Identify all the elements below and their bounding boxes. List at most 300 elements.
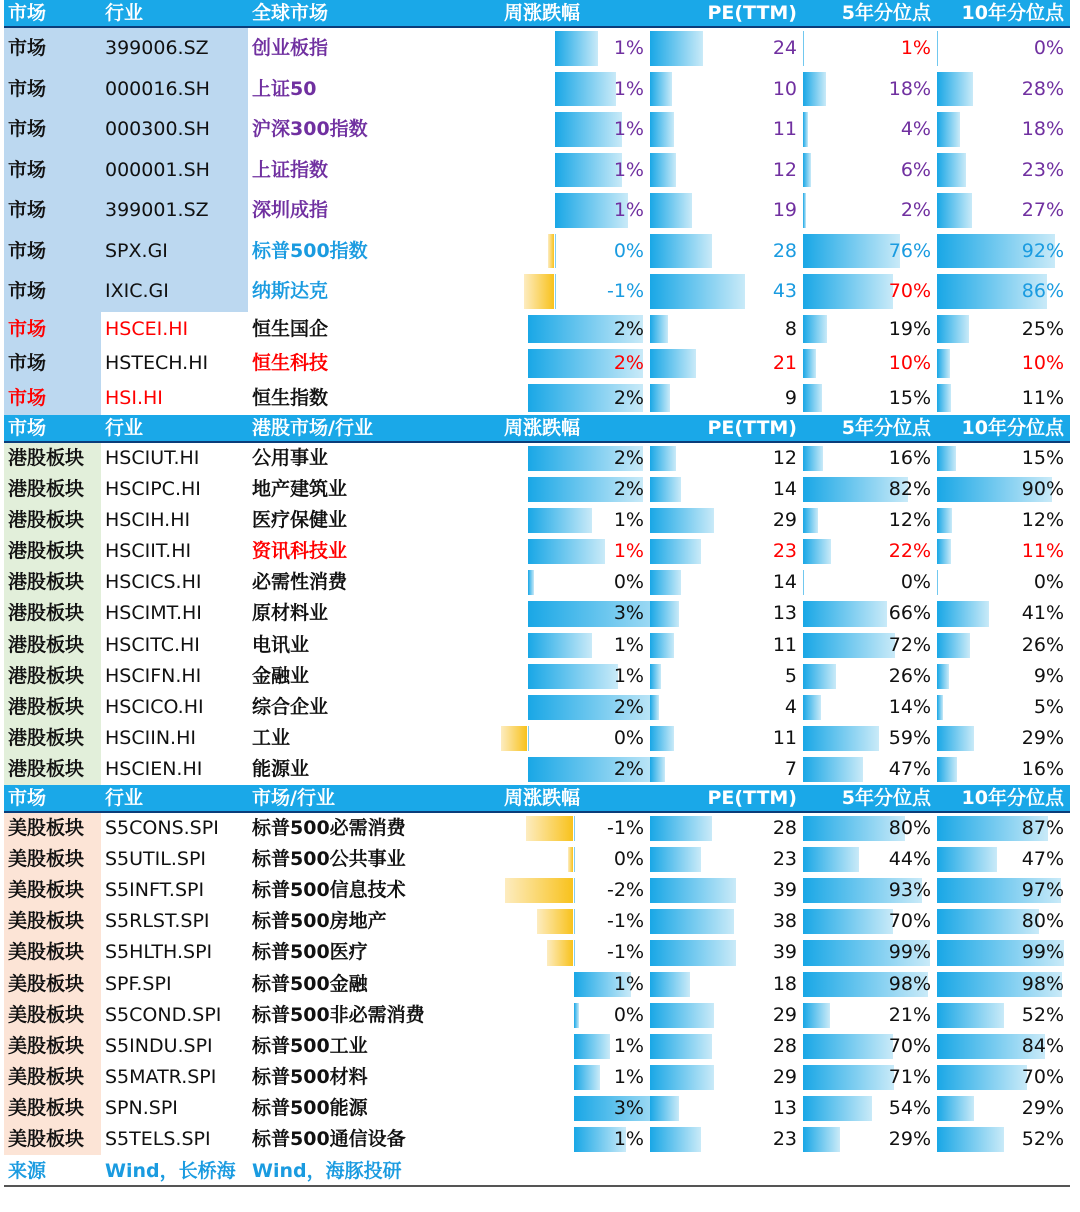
pe-bar	[650, 570, 681, 595]
header-weekly-change: 周涨跌幅	[500, 0, 650, 26]
name-cell	[248, 150, 500, 191]
ticker-cell	[101, 813, 248, 844]
pe-ttm-text: 11	[772, 726, 797, 749]
pct-5y-text: 21%	[888, 1003, 931, 1026]
table-row	[4, 69, 1070, 110]
pe-ttm-cell	[650, 630, 803, 661]
ticker-cell	[101, 1031, 248, 1062]
name-cell	[248, 875, 500, 906]
header-ticker: 行业	[101, 785, 248, 811]
pe-ttm-cell	[650, 692, 803, 723]
weekly-change-text: 1%	[613, 540, 644, 563]
name-cell	[248, 661, 500, 692]
name-text: 医疗保健业	[252, 509, 348, 532]
pct-5y-text: 16%	[888, 447, 931, 469]
table-row	[4, 937, 1070, 968]
pe-bar	[650, 153, 676, 188]
name-cell	[248, 109, 500, 150]
ticker-cell	[101, 937, 248, 968]
name-text: 标普500非必需消费	[252, 1003, 425, 1026]
pct-10y-text: 52%	[1021, 1003, 1064, 1026]
table-row	[4, 723, 1070, 754]
pct-5y-cell	[803, 312, 937, 347]
weekly-change-cell	[500, 443, 650, 474]
pct-5y-bar	[803, 539, 831, 564]
pe-bar	[650, 695, 659, 720]
name-text: 标普500金融	[252, 972, 368, 995]
ticker-cell	[101, 875, 248, 906]
name-cell	[248, 28, 500, 69]
name-cell	[248, 754, 500, 785]
pct-5y-cell	[803, 536, 937, 567]
zero-axis	[555, 234, 556, 269]
pct-5y-bar	[803, 601, 887, 626]
ticker-cell	[101, 567, 248, 598]
pct-5y-cell	[803, 661, 937, 692]
category-text: 美股板块	[8, 1127, 85, 1150]
pct-10y-cell	[937, 271, 1070, 312]
weekly-change-cell	[500, 312, 650, 347]
table-row	[4, 312, 1070, 347]
category-cell	[4, 231, 101, 272]
pe-ttm-cell	[650, 381, 803, 416]
category-text: 港股板块	[8, 447, 85, 469]
table-row	[4, 381, 1070, 416]
header-weekly-change: 周涨跌幅	[500, 785, 650, 811]
pe-ttm-cell	[650, 598, 803, 629]
ticker-text: HSCICO.HI	[105, 695, 204, 718]
category-cell	[4, 1000, 101, 1031]
pct-5y-text: 54%	[888, 1096, 931, 1119]
name-text: 创业板指	[252, 37, 329, 59]
pct-10y-bar	[937, 601, 989, 626]
pct-10y-text: 97%	[1021, 879, 1064, 902]
header-pe-ttm: PE(TTM)	[650, 785, 803, 811]
pct-10y-text: 27%	[1021, 199, 1064, 221]
name-text: 深圳成指	[252, 199, 329, 221]
pe-ttm-text: 43	[772, 280, 797, 302]
pct-10y-cell	[937, 190, 1070, 231]
pct-5y-bar	[803, 1034, 893, 1059]
weekly-change-cell	[500, 1062, 650, 1093]
pct-10y-bar	[937, 695, 943, 720]
pe-ttm-cell	[650, 661, 803, 692]
weekly-change-cell	[500, 346, 650, 381]
category-text: 美股板块	[8, 1096, 85, 1119]
pct-10y-bar	[937, 757, 957, 782]
pe-bar	[650, 508, 714, 533]
pct-10y-cell	[937, 630, 1070, 661]
pct-5y-cell	[803, 1000, 937, 1031]
ticker-text: HSCIPC.HI	[105, 478, 201, 501]
pct-5y-text: 2%	[900, 199, 931, 221]
pe-bar	[650, 477, 681, 502]
category-cell	[4, 346, 101, 381]
name-cell	[248, 630, 500, 661]
category-cell	[4, 312, 101, 347]
pct-5y-bar	[803, 315, 827, 344]
weekly-change-bar	[555, 153, 622, 188]
table-row	[4, 844, 1070, 875]
weekly-change-text: 3%	[613, 1096, 644, 1119]
pct-10y-text: 12%	[1021, 509, 1064, 532]
pe-bar	[650, 816, 712, 841]
category-text: 港股板块	[8, 664, 85, 687]
name-cell	[248, 567, 500, 598]
pe-ttm-text: 7	[784, 757, 797, 780]
pct-5y-text: 6%	[900, 158, 931, 181]
pct-10y-text: 92%	[1021, 239, 1064, 262]
category-cell	[4, 723, 101, 754]
pe-ttm-cell	[650, 723, 803, 754]
ticker-text: S5INFT.SPI	[105, 879, 205, 902]
header-pct-10y: 10年分位点	[937, 415, 1070, 441]
pct-10y-text: 23%	[1021, 158, 1064, 181]
weekly-change-text: -1%	[607, 941, 644, 964]
pe-ttm-cell	[650, 754, 803, 785]
weekly-change-cell	[500, 28, 650, 69]
ticker-text: S5INDU.SPI	[105, 1034, 213, 1057]
pct-10y-bar	[937, 539, 951, 564]
category-text: 港股板块	[8, 757, 85, 780]
pct-5y-text: 80%	[888, 817, 931, 840]
weekly-change-cell	[500, 69, 650, 110]
category-text: 市场	[8, 118, 47, 140]
pct-5y-cell	[803, 1031, 937, 1062]
category-text: 美股板块	[8, 1034, 85, 1057]
category-cell	[4, 190, 101, 231]
pct-5y-bar	[803, 72, 826, 107]
category-text: 市场	[8, 199, 47, 221]
weekly-change-bar	[528, 664, 618, 689]
pct-10y-text: 11%	[1021, 540, 1064, 563]
pe-bar	[650, 664, 661, 689]
weekly-change-text: 2%	[613, 447, 644, 469]
weekly-change-text: -1%	[607, 910, 644, 933]
header-pe-ttm: PE(TTM)	[650, 415, 803, 441]
zero-axis	[528, 726, 529, 751]
pct-5y-cell	[803, 969, 937, 1000]
pct-5y-text: 71%	[888, 1065, 931, 1088]
pct-10y-text: 18%	[1021, 118, 1064, 140]
weekly-change-bar	[555, 31, 598, 66]
table-row	[4, 474, 1070, 505]
pe-ttm-text: 23	[772, 848, 797, 871]
name-cell	[248, 1000, 500, 1031]
weekly-change-text: 1%	[613, 509, 644, 532]
weekly-change-cell	[500, 536, 650, 567]
name-text: 标普500医疗	[252, 941, 368, 964]
weekly-change-text: -1%	[607, 817, 644, 840]
weekly-change-bar	[501, 726, 527, 751]
weekly-change-cell	[500, 231, 650, 272]
pe-ttm-text: 8	[784, 317, 797, 340]
ticker-text: S5RLST.SPI	[105, 910, 210, 933]
name-cell	[248, 1124, 500, 1155]
header-pe-ttm: PE(TTM)	[650, 0, 803, 26]
weekly-change-text: 1%	[613, 37, 644, 59]
ticker-cell	[101, 692, 248, 723]
weekly-change-cell	[500, 1124, 650, 1155]
pe-ttm-cell	[650, 312, 803, 347]
name-text: 工业	[252, 726, 291, 749]
table-row	[4, 150, 1070, 191]
pe-bar	[650, 384, 670, 413]
pct-10y-bar	[937, 315, 969, 344]
category-cell	[4, 661, 101, 692]
ticker-cell	[101, 723, 248, 754]
pct-5y-bar	[803, 31, 804, 66]
pct-10y-cell	[937, 1062, 1070, 1093]
name-cell	[248, 231, 500, 272]
pct-10y-text: 87%	[1021, 817, 1064, 840]
pe-bar	[650, 72, 672, 107]
pct-10y-text: 29%	[1021, 726, 1064, 749]
pct-10y-bar	[937, 112, 960, 147]
pct-10y-text: 90%	[1021, 478, 1064, 501]
pct-10y-text: 16%	[1021, 757, 1064, 780]
name-text: 恒生国企	[252, 317, 329, 340]
pct-5y-text: 26%	[888, 664, 931, 687]
table-row	[4, 692, 1070, 723]
category-text: 美股板块	[8, 941, 85, 964]
name-text: 标普500能源	[252, 1096, 368, 1119]
header-name: 市场/行业	[248, 785, 500, 811]
ticker-text: HSTECH.HI	[105, 352, 209, 374]
pct-5y-bar	[803, 664, 836, 689]
pct-5y-cell	[803, 567, 937, 598]
ticker-text: HSCIUT.HI	[105, 447, 200, 469]
category-text: 市场	[8, 77, 47, 100]
category-text: 美股板块	[8, 848, 85, 871]
category-cell	[4, 630, 101, 661]
weekly-change-cell	[500, 109, 650, 150]
weekly-change-bar	[548, 234, 554, 269]
source-footer	[4, 1157, 1070, 1187]
pe-bar	[650, 1003, 714, 1028]
ticker-cell	[101, 1093, 248, 1124]
pe-ttm-text: 13	[772, 1096, 797, 1119]
ticker-text: SPX.GI	[105, 239, 168, 262]
weekly-change-text: 1%	[613, 664, 644, 687]
name-text: 上证50	[252, 77, 317, 100]
pe-bar	[650, 633, 674, 658]
category-text: 市场	[8, 386, 47, 409]
pct-10y-text: 26%	[1021, 633, 1064, 656]
name-text: 标普500房地产	[252, 910, 387, 933]
pe-ttm-cell	[650, 813, 803, 844]
ticker-text: 399006.SZ	[105, 37, 209, 59]
pe-ttm-text: 19	[772, 199, 797, 221]
name-text: 标普500信息技术	[252, 879, 406, 902]
pct-5y-bar	[803, 384, 822, 413]
name-text: 纳斯达克	[252, 280, 329, 302]
category-text: 美股板块	[8, 879, 85, 902]
pe-ttm-text: 39	[772, 941, 797, 964]
pct-10y-bar	[937, 384, 951, 413]
ticker-text: 000016.SH	[105, 77, 210, 100]
weekly-change-cell	[500, 505, 650, 536]
pct-5y-text: 82%	[888, 478, 931, 501]
ticker-cell	[101, 1062, 248, 1093]
pct-5y-cell	[803, 1124, 937, 1155]
pct-5y-bar	[803, 633, 895, 658]
pe-ttm-cell	[650, 969, 803, 1000]
weekly-change-bar	[574, 1003, 579, 1028]
pct-10y-text: 9%	[1033, 664, 1064, 687]
pe-ttm-text: 29	[772, 509, 797, 532]
weekly-change-text: 2%	[613, 317, 644, 340]
weekly-change-bar	[568, 847, 573, 872]
category-text: 美股板块	[8, 910, 85, 933]
ticker-cell	[101, 381, 248, 416]
category-cell	[4, 567, 101, 598]
pct-5y-text: 98%	[888, 972, 931, 995]
category-cell	[4, 598, 101, 629]
pct-5y-text: 15%	[888, 386, 931, 409]
category-cell	[4, 381, 101, 416]
pe-ttm-cell	[650, 1093, 803, 1124]
weekly-change-bar	[574, 1034, 610, 1059]
pct-10y-cell	[937, 1031, 1070, 1062]
pe-ttm-text: 18	[772, 972, 797, 995]
pct-5y-bar	[803, 570, 804, 595]
weekly-change-bar	[524, 274, 555, 309]
ticker-cell	[101, 150, 248, 191]
weekly-change-cell	[500, 1000, 650, 1031]
name-text: 必需性消费	[252, 571, 348, 594]
weekly-change-bar	[528, 633, 592, 658]
weekly-change-cell	[500, 875, 650, 906]
pct-10y-cell	[937, 937, 1070, 968]
weekly-change-cell	[500, 271, 650, 312]
table-row	[4, 969, 1070, 1000]
name-cell	[248, 906, 500, 937]
pct-5y-text: 93%	[888, 879, 931, 902]
pe-bar	[650, 112, 674, 147]
pe-ttm-cell	[650, 150, 803, 191]
name-text: 标普500公共事业	[252, 848, 406, 871]
weekly-change-text: 1%	[613, 633, 644, 656]
pct-10y-bar	[937, 72, 973, 107]
ticker-cell	[101, 28, 248, 69]
category-text: 港股板块	[8, 540, 85, 563]
pe-ttm-cell	[650, 505, 803, 536]
pe-bar	[650, 274, 745, 309]
pct-5y-bar	[803, 446, 823, 471]
ticker-cell	[101, 474, 248, 505]
category-cell	[4, 28, 101, 69]
pct-5y-bar	[803, 193, 806, 228]
ticker-text: HSCITC.HI	[105, 633, 200, 656]
pct-10y-cell	[937, 109, 1070, 150]
name-cell	[248, 844, 500, 875]
pct-5y-bar	[803, 274, 893, 309]
pct-5y-bar	[803, 1003, 830, 1028]
pct-10y-cell	[937, 692, 1070, 723]
pct-5y-cell	[803, 1093, 937, 1124]
pct-5y-text: 1%	[900, 37, 931, 59]
table-row	[4, 875, 1070, 906]
pct-5y-text: 76%	[888, 239, 931, 262]
pe-ttm-cell	[650, 536, 803, 567]
weekly-change-bar	[555, 72, 616, 107]
pct-10y-text: 84%	[1021, 1034, 1064, 1057]
table-row	[4, 598, 1070, 629]
pct-10y-bar	[937, 633, 970, 658]
pe-ttm-cell	[650, 1000, 803, 1031]
table-row	[4, 1124, 1070, 1155]
ticker-text: S5TELS.SPI	[105, 1127, 211, 1150]
pct-5y-cell	[803, 875, 937, 906]
pe-ttm-cell	[650, 69, 803, 110]
table-row	[4, 505, 1070, 536]
ticker-text: HSCEI.HI	[105, 317, 189, 340]
name-cell	[248, 692, 500, 723]
pct-10y-text: 70%	[1021, 1065, 1064, 1088]
pct-5y-bar	[803, 847, 859, 872]
weekly-change-text: 2%	[613, 386, 644, 409]
weekly-change-cell	[500, 567, 650, 598]
zero-axis	[574, 909, 575, 934]
pe-bar	[650, 315, 668, 344]
ticker-cell	[101, 505, 248, 536]
weekly-change-bar	[526, 816, 573, 841]
pct-5y-cell	[803, 754, 937, 785]
ticker-cell	[101, 754, 248, 785]
pct-5y-text: 70%	[888, 910, 931, 933]
category-text: 港股板块	[8, 478, 85, 501]
weekly-change-text: 0%	[613, 1003, 644, 1026]
pct-5y-cell	[803, 346, 937, 381]
pe-ttm-text: 13	[772, 602, 797, 625]
table-row	[4, 630, 1070, 661]
zero-axis	[574, 816, 575, 841]
pe-ttm-cell	[650, 906, 803, 937]
name-text: 金融业	[252, 664, 310, 687]
pe-ttm-text: 38	[772, 910, 797, 933]
category-cell	[4, 271, 101, 312]
name-text: 标普500必需消费	[252, 817, 406, 840]
header-pct-5y: 5年分位点	[803, 0, 937, 26]
pct-5y-text: 10%	[888, 352, 931, 374]
table-row	[4, 190, 1070, 231]
pe-bar	[650, 446, 676, 471]
pe-bar	[650, 1127, 701, 1152]
weekly-change-text: 2%	[613, 695, 644, 718]
weekly-change-text: 1%	[613, 1127, 644, 1150]
table-row	[4, 1031, 1070, 1062]
ticker-cell	[101, 844, 248, 875]
weekly-change-bar	[555, 112, 622, 147]
ticker-cell	[101, 443, 248, 474]
table-row	[4, 567, 1070, 598]
category-cell	[4, 505, 101, 536]
pct-10y-cell	[937, 969, 1070, 1000]
pe-ttm-text: 11	[772, 633, 797, 656]
pct-10y-bar	[937, 508, 952, 533]
pct-5y-text: 59%	[888, 726, 931, 749]
weekly-change-cell	[500, 969, 650, 1000]
category-cell	[4, 969, 101, 1000]
pct-5y-bar	[803, 1096, 872, 1121]
weekly-change-cell	[500, 598, 650, 629]
pct-5y-cell	[803, 271, 937, 312]
pe-bar	[650, 878, 736, 903]
pe-bar	[650, 909, 734, 934]
ticker-cell	[101, 231, 248, 272]
weekly-change-bar	[574, 1065, 600, 1090]
